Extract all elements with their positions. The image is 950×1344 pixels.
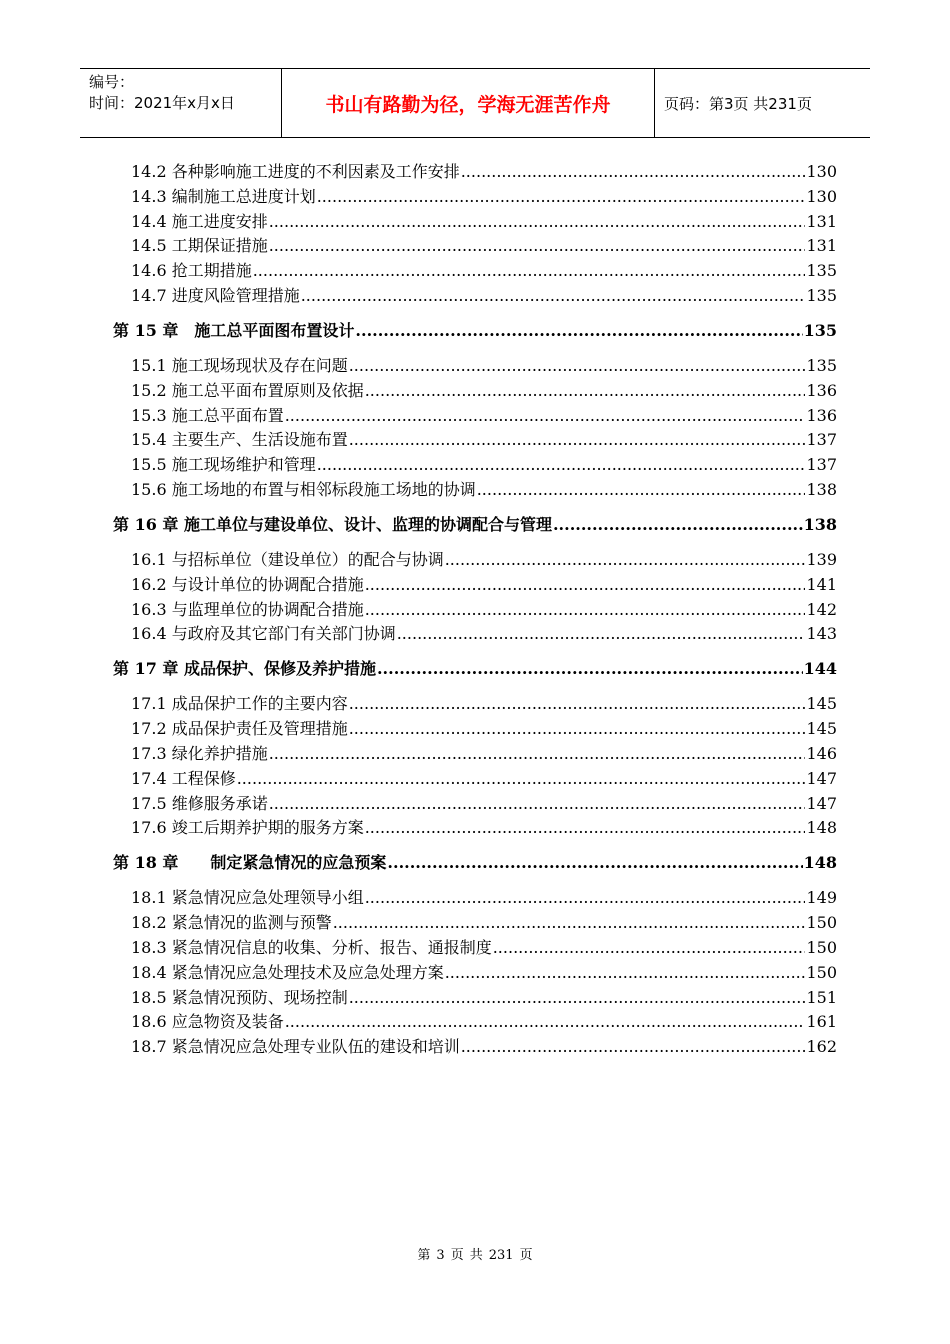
toc-section-entry[interactable] [131,986,837,1010]
toc-chapter-entry[interactable] [113,513,837,537]
toc-entry-title: 17.6 竣工后期养护期的服务方案 [131,818,364,838]
toc-dot-leader [461,160,806,184]
toc-entry-page-number: 151 [806,987,837,1007]
toc-dot-leader [301,284,806,308]
toc-dot-leader [377,657,803,681]
toc-entry-title: 16.2 与设计单位的协调配合措施 [131,574,364,594]
toc-entry-title: 第 17 章 成品保护、保修及养护措施 [113,659,376,679]
toc-dot-leader [317,453,806,477]
toc-section-entry[interactable] [131,548,837,572]
toc-entry-page-number: 141 [806,574,837,594]
toc-chapter-entry[interactable] [113,657,837,681]
toc-entry-title: 14.5 工期保证措施 [131,236,268,256]
footer-text: 共 [469,1248,483,1263]
toc-entry-page-number: 136 [806,405,837,425]
toc-dot-leader [269,792,806,816]
toc-section-entry[interactable] [131,1035,837,1059]
toc-entry-page-number: 135 [806,286,837,305]
toc-entry-title: 17.1 成品保护工作的主要内容 [131,694,348,714]
toc-entry-title: 14.3 编制施工总进度计划 [131,186,316,206]
toc-entry-title: 17.3 绿化养护措施 [131,744,268,763]
toc-dot-leader [269,210,806,234]
toc-dot-leader [493,936,806,960]
toc-entry-title: 18.3 紧急情况信息的收集、分析、报告、通报制度 [131,938,492,957]
toc-entry-page-number: 150 [806,938,837,957]
footer-current-page: 3 [436,1248,445,1263]
toc-section-entry[interactable] [131,284,837,308]
toc-dot-leader [365,379,806,403]
toc-entry-page-number: 162 [806,1037,837,1057]
footer-text: 页 [450,1248,464,1263]
toc-section-entry[interactable] [131,1010,837,1034]
toc-dot-leader [349,986,806,1010]
toc-entry-page-number: 135 [806,261,837,281]
toc-dot-leader [445,548,806,572]
toc-dot-leader [365,816,806,840]
toc-entry-page-number: 137 [806,430,837,450]
toc-entry-page-number: 144 [803,659,837,679]
toc-entry-title: 18.4 紧急情况应急处理技术及应急处理方案 [131,962,444,982]
toc-dot-leader [349,717,806,741]
toc-entry-page-number: 138 [806,480,837,499]
toc-dot-leader [365,573,806,597]
toc-entry-page-number: 139 [806,550,837,569]
toc-entry-page-number: 137 [806,455,837,475]
toc-entry-title: 15.5 施工现场维护和管理 [131,455,316,475]
toc-entry-page-number: 150 [806,913,837,933]
toc-section-entry[interactable] [131,886,837,910]
toc-entry-page-number: 138 [803,515,837,534]
toc-entry-title: 14.7 进度风险管理措施 [131,286,300,305]
footer-text: 第 [417,1248,431,1263]
toc-dot-leader [365,598,806,622]
header-page-info: 页码：第3页 共231页 [664,94,812,113]
toc-section-entry[interactable] [131,936,837,960]
toc-dot-leader [317,185,806,209]
toc-section-entry[interactable] [131,692,837,716]
toc-entry-title: 18.2 紧急情况的监测与预警 [131,913,332,933]
toc-entry-title: 14.6 抢工期措施 [131,261,252,281]
toc-section-entry[interactable] [131,160,837,184]
toc-section-entry[interactable] [131,961,837,985]
toc-entry-page-number: 131 [806,211,837,231]
toc-entry-title: 18.1 紧急情况应急处理领导小组 [131,888,364,908]
toc-section-entry[interactable] [131,816,837,840]
toc-entry-page-number: 130 [806,162,837,181]
toc-section-entry[interactable] [131,598,837,622]
toc-entry-page-number: 146 [806,744,837,763]
toc-entry-page-number: 145 [806,719,837,739]
toc-entry-title: 17.4 工程保修 [131,768,236,788]
toc-section-entry[interactable] [131,478,837,502]
toc-entry-title: 15.3 施工总平面布置 [131,405,284,425]
toc-chapter-entry[interactable] [113,319,837,343]
toc-dot-leader [253,259,806,283]
toc-dot-leader [461,1035,806,1059]
document-number-label: 编号： [89,73,135,91]
toc-dot-leader [349,354,806,378]
toc-section-entry[interactable] [131,742,837,766]
toc-entry-title: 15.6 施工场地的布置与相邻标段施工场地的协调 [131,480,476,499]
toc-entry-title: 第 15 章 施工总平面图布置设计 [113,321,355,340]
toc-entry-page-number: 130 [806,186,837,206]
toc-section-entry[interactable] [131,185,837,209]
toc-entry-title: 15.4 主要生产、生活设施布置 [131,430,348,450]
toc-entry-page-number: 147 [806,793,837,813]
page-footer [0,1244,950,1263]
toc-dot-leader [553,513,803,537]
toc-dot-leader [477,478,806,502]
toc-entry-page-number: 148 [803,853,837,873]
toc-entry-title: 15.1 施工现场现状及存在问题 [131,356,348,375]
toc-entry-page-number: 142 [806,599,837,619]
toc-entry-page-number: 136 [806,380,837,400]
toc-entry-page-number: 143 [806,624,837,644]
toc-section-entry[interactable] [131,573,837,597]
toc-entry-title: 17.2 成品保护责任及管理措施 [131,719,348,739]
toc-dot-leader [269,742,806,766]
toc-section-entry[interactable] [131,717,837,741]
header-motto: 书山有路勤为径，学海无涯苦作舟 [282,69,655,137]
toc-entry-page-number: 161 [806,1012,837,1032]
toc-section-entry[interactable] [131,792,837,816]
toc-entry-title: 第 18 章 制定紧急情况的应急预案 [113,853,387,873]
toc-section-entry[interactable] [131,259,837,283]
toc-dot-leader [349,428,806,452]
toc-section-entry[interactable] [131,622,837,646]
toc-section-entry[interactable] [131,428,837,452]
toc-section-entry[interactable] [131,767,837,791]
toc-section-entry[interactable] [131,210,837,234]
toc-section-entry[interactable] [131,234,837,258]
toc-entry-page-number: 149 [806,888,837,908]
toc-entry-page-number: 148 [806,818,837,838]
toc-entry-title: 16.1 与招标单位（建设单位）的配合与协调 [131,550,444,569]
toc-dot-leader [387,851,802,875]
page-header [80,68,870,138]
toc-entry-page-number: 131 [806,236,837,256]
toc-chapter-entry[interactable] [113,851,837,875]
toc-entry-title: 14.4 施工进度安排 [131,211,268,231]
toc-entry-page-number: 135 [803,321,837,340]
toc-dot-leader [333,911,806,935]
toc-dot-leader [285,1010,806,1034]
toc-section-entry[interactable] [131,911,837,935]
toc-dot-leader [355,319,802,343]
toc-entry-page-number: 147 [806,768,837,788]
toc-entry-page-number: 145 [806,694,837,714]
toc-dot-leader [269,234,806,258]
toc-dot-leader [365,886,806,910]
toc-entry-title: 18.7 紧急情况应急处理专业队伍的建设和培训 [131,1037,460,1057]
toc-dot-leader [285,404,806,428]
toc-entry-page-number: 150 [806,962,837,982]
toc-section-entry[interactable] [131,404,837,428]
footer-total-pages: 231 [488,1248,514,1263]
toc-section-entry[interactable] [131,379,837,403]
toc-entry-title: 第 16 章 施工单位与建设单位、设计、监理的协调配合与管理 [113,515,552,534]
footer-text: 页 [519,1248,533,1263]
toc-entry-page-number: 135 [806,356,837,375]
document-date: 时间：2021年x月x日 [89,94,235,112]
toc-dot-leader [237,767,806,791]
toc-dot-leader [349,692,806,716]
header-meta [80,69,282,137]
toc-entry-title: 14.2 各种影响施工进度的不利因素及工作安排 [131,162,460,181]
toc-section-entry[interactable] [131,354,837,378]
toc-entry-title: 16.4 与政府及其它部门有关部门协调 [131,624,396,644]
toc-dot-leader [397,622,806,646]
toc-entry-title: 16.3 与监理单位的协调配合措施 [131,599,364,619]
toc-entry-title: 18.6 应急物资及装备 [131,1012,284,1032]
toc-dot-leader [445,961,806,985]
toc-entry-title: 15.2 施工总平面布置原则及依据 [131,380,364,400]
toc-section-entry[interactable] [131,453,837,477]
toc-entry-title: 17.5 维修服务承诺 [131,793,268,813]
toc-entry-title: 18.5 紧急情况预防、现场控制 [131,987,348,1007]
